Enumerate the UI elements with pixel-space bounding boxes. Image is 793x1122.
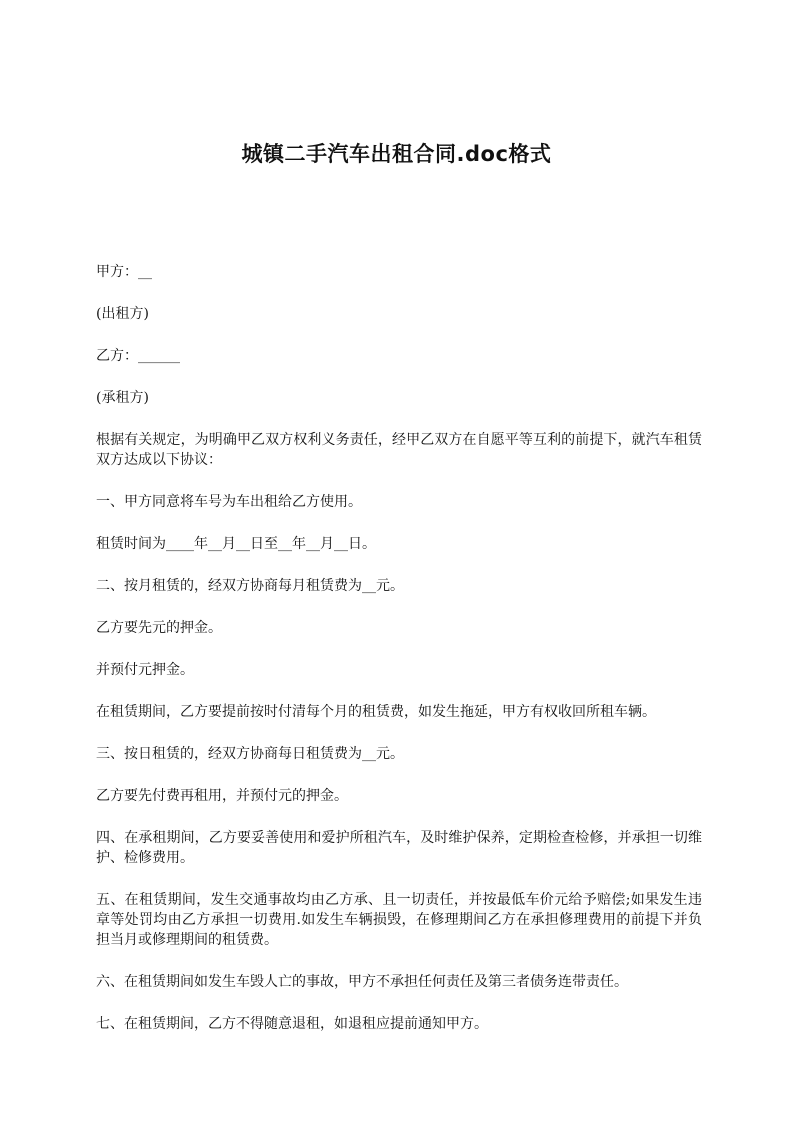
clause-7: 七、在租赁期间，乙方不得随意退租，如退租应提前通知甲方。 [96, 1016, 488, 1032]
clause-2: 二、按月租赁的，经双方协商每月租赁费为__元。 [96, 578, 404, 594]
party-a-line: 甲方：__ [96, 264, 152, 280]
clause-2-deposit: 乙方要先元的押金。 [96, 620, 222, 636]
clause-4: 四、在承租期间，乙方要妥善使用和爱护所租汽车，及时维护保养，定期检查检修，并承担一切维护、检修费用。 [96, 830, 702, 866]
clause-2-prepay: 并预付元押金。 [96, 662, 194, 678]
document-title: 城镇二手汽车出租合同.doc格式 [241, 142, 552, 166]
preamble-paragraph: 根据有关规定，为明确甲乙双方权利义务责任，经甲乙双方在自愿平等互利的前提下，就汽车租赁双方达成以下协议： [96, 432, 702, 468]
clause-3: 三、按日租赁的，经双方协商每日租赁费为__元。 [96, 746, 404, 762]
document-body [96, 262, 702, 1056]
party-b-role: (承租方) [96, 390, 149, 406]
clause-6: 六、在租赁期间如发生车毁人亡的事故，甲方不承担任何责任及第三者债务连带责任。 [96, 974, 628, 990]
party-b-line: 乙方：______ [96, 348, 180, 364]
clause-5: 五、在租赁期间，发生交通事故均由乙方承、且一切责任，并按最低车价元给予赔偿;如果发生违章等处罚均由乙方承担一切费用.如发生车辆损毁，在修理期间乙方在承担修理费用的前提下并负担当月或修理期间的租赁费。 [96, 892, 702, 948]
lease-period: 租赁时间为____年__月__日至__年__月__日。 [96, 536, 376, 552]
clause-1: 一、甲方同意将车号为车出租给乙方使用。 [96, 494, 362, 510]
clause-2-payment-terms: 在租赁期间，乙方要提前按时付清每个月的租赁费，如发生拖延，甲方有权收回所租车辆。 [96, 704, 656, 720]
clause-3-deposit: 乙方要先付费再租用，并预付元的押金。 [96, 788, 348, 804]
party-a-role: (出租方) [96, 306, 149, 322]
